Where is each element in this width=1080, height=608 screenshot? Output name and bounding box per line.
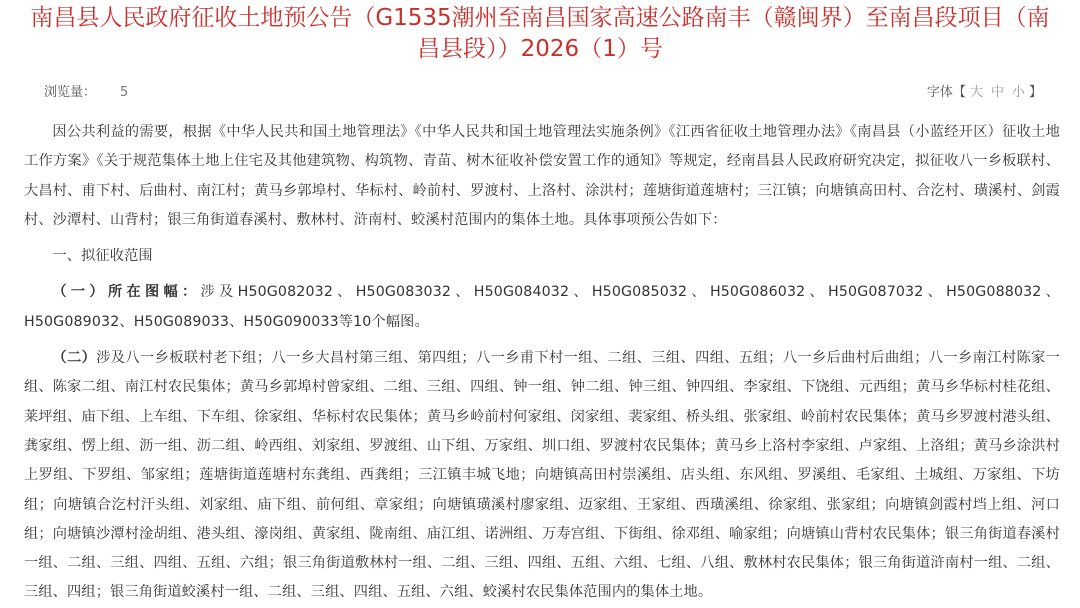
view-count	[44, 81, 128, 100]
notice-body	[24, 118, 1060, 608]
font-size-control	[927, 81, 1042, 100]
village-groups-label: （二）	[52, 350, 97, 367]
map-sheet-paragraph	[24, 278, 1060, 337]
notice-meta-bar	[0, 81, 1080, 101]
notice-title: 南昌县人民政府征收土地预公告（G1535潮州至南昌国家高速公路南丰（赣闽界）至南昌段项目（南昌县段））2026（1）号	[30, 5, 1050, 62]
font-size-bracket-close: 】	[1028, 85, 1042, 100]
map-sheet-text: 涉及H50G082032、H50G083032、H50G084032、H50G085032、H50G086032、H50G087032、H50G088032、H50G089032、H50G089033、H50G090033等10个幅图。	[24, 284, 1060, 330]
village-groups-text: 涉及八一乡板联村老下组；八一乡大昌村第三组、第四组；八一乡甫下村一组、二组、三组、四组、五组；八一乡后曲村后曲组；八一乡南江村陈家一组、陈家二组、南江村农民集体；黄马乡郭埠村曾家组、二组、三组、四组、钟一组、钟二组、钟三组、钟四组、李家组、下饶组、元西组；黄马乡华标村桂花组、莱坪组、庙下组、上车组、下车组、徐家组、华标村农民集体；黄马乡岭前村何家组、闵家组、裴家组、桥头组、张家组、岭前村农民集体；黄马乡罗渡村港头组、龚家组、愣上组、沥一组、沥二组、岭西组、刘家组、罗渡组、山下组、万家组、圳口组、罗渡村农民集体；黄马乡上洛村李家组、卢家组、上洛组；黄马乡涂洪村上罗组、下罗组、邹家组；莲塘街道莲塘村东龚组、西龚组；三江镇丰城飞地；向塘镇高田村崇溪组、店头组、东风组、罗溪组、毛家组、土城组、万家组、下坊组；向塘镇合汔村汗头组、刘家组、庙下组、前何组、章家组；向塘镇璜溪村廖家组、迈家组、王家组、西璜溪组、徐家组、张家组；向塘镇剑霞村垱上组、河口组；向塘镇沙潭村淦胡组、港头组、濠岗组、黄家组、陇南组、庙江组、诺洲组、万寿宫组、下街组、徐邓组、喻家组；向塘镇山背村农民集体；银三角街道春溪村一组、二组、三组、四组、五组、六组；银三角街道敷林村一组、二组、三组、四组、五组、六组、七组、八组、敷林村农民集体；银三角街道浒南村一组、二组、三组、四组；银三角街道蛟溪村一组、二组、三组、四组、五组、六组、蛟溪村农民集体范围内的集体土地。	[24, 350, 1061, 601]
font-size-small-button[interactable]: 小	[1011, 85, 1025, 100]
section-heading-scope: 一、拟征收范围	[52, 248, 153, 265]
font-size-medium-button[interactable]: 中	[990, 85, 1004, 100]
font-size-label: 字体【	[926, 85, 966, 100]
map-sheet-label: （一）所在图幅：	[52, 284, 201, 301]
view-count-value: 5	[120, 85, 129, 100]
view-count-label: 浏览量：	[44, 85, 97, 100]
intro-paragraph: 因公共利益的需要，根据《中华人民共和国土地管理法》《中华人民共和国土地管理法实施条例》《江西省征收土地管理办法》《南昌县（小蓝经开区）征收土地工作方案》《关于规范集体土地上住宅及其他建筑物、构筑物、青苗、树木征收补偿安置工作的通知》等规定，经南昌县人民政府研究决定，拟征收八一乡板联村、大昌村、甫下村、后曲村、南江村；黄马乡郭埠村、华标村、岭前村、罗渡村、上洛村、涂洪村；莲塘街道莲塘村；三江镇；向塘镇高田村、合汔村、璜溪村、剑霞村、沙潭村、山背村；银三角街道春溪村、敷林村、浒南村、蛟溪村范围内的集体土地。具体事项预公告如下：	[24, 124, 1060, 228]
village-groups-paragraph	[24, 344, 1060, 608]
font-size-large-button[interactable]: 大	[969, 85, 983, 100]
